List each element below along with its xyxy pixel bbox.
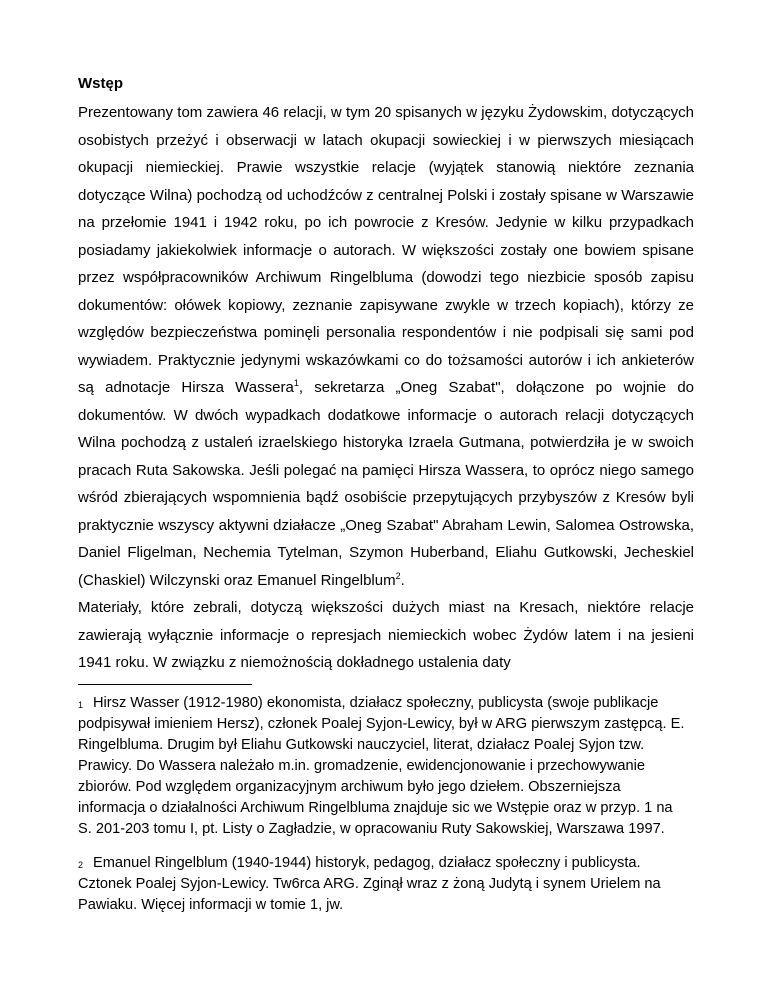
paragraph-intro — [78, 99, 694, 594]
footnote-2-mark: 2 — [78, 860, 84, 870]
paragraph-intro-text-c: . — [400, 571, 405, 589]
footnote-2 — [78, 853, 688, 916]
paragraph-materials: Materiały, które zebrali, dotyczą większości dużych miast na Kresach, niektóre relacje zawierają wyłącznie informacje o represjach niemieckich wobec Żydów latem i na jesieni 1941 roku. W związku z niemożnością dokładnego ustalenia daty — [78, 599, 694, 671]
footnote-1 — [78, 693, 688, 840]
footnote-separator — [78, 684, 252, 685]
paragraph-intro-text-b: , sekretarza „Oneg Szabat", dołączone po wojnie do dokumentów. W dwóch wypadkach dodatkowe informacje o autorach relacji dotyczących Wilna pochodzą z ustaleń izraelskiego historyka Izraela Gutmana, potwierdziła je w swoich pracach Ruta Sakowska. Jeśli polegać na pamięci Hirsza Wassera, to oprócz niego samego wśród zbierających wspomnienia bądź osobiście przepytujących przybyszów z Kresów byli praktycznie wszyscy aktywni działacze „Oneg Szabat" Abraham Lewin, Salomea Ostrowska, Daniel Fligelman, Nechemia Tytelman, Szymon Huberband, Eliahu Gutkowski, Jecheskiel (Chaskiel) Wilczynski oraz Emanuel Ringelblum — [78, 379, 695, 589]
footnote-1-text: Hirsz Wasser (1912-1980) ekonomista, działacz społeczny, publicysta (swoje publikacje podpisywał imieniem Hersz), członek Poalej Syjon-Lewicy, był w ARG pierwszym zastępcą. E. Ringelbluma. Drugim był Eliahu Gutkowski nauczyciel, literat, działacz Poalej Syjon tzw. Prawicy. Do Wassera należało m.in. gromadzenie, ewidencjonowanie i przechowywanie zbiorów. Pod względem organizacyjnym archiwum było jego dziełem. Obszerniejsza informacja o działalności Archiwum Ringelbluma znajduje sic we Wstępie oraz w przyp. 1 na S. 201-203 tomu I, pt. Listy o Zagładzie, w opracowaniu Ruty Sakowskiej, Warszawa 1997. — [78, 695, 685, 837]
footnote-2-text: Emanuel Ringelblum (1940-1944) historyk, pedagog, działacz społeczny i publicysta. Cztonek Poalej Syjon-Lewicy. Tw6rca ARG. Zginął wraz z żoną Judytą i synem Urielem na Pawiaku. Więcej informacji w tomie 1, jw. — [78, 855, 661, 913]
section-heading: Wstęp — [78, 75, 123, 92]
footnote-ref-1: 1 — [293, 378, 299, 388]
document-body — [78, 74, 694, 677]
footnote-ref-2: 2 — [395, 570, 401, 581]
footnotes — [78, 693, 688, 929]
paragraph-intro-text-a: Prezentowany tom zawiera 46 relacji, w tym 20 spisanych w języku Żydowskim, dotyczących osobistych przeżyć i obserwacji w latach okupacji sowieckiej i w pierwszych miesiącach okupacji niemieckiej. Prawie wszystkie relacje (wyjątek stanowią niektóre zeznania dotyczące Wilna) pochodzą od uchodźców z centralnej Polski i zostały spisane w Warszawie na przełomie 1941 i 1942 roku, po ich powrocie z Kresów. Jedynie w kilku przypadkach posiadamy jakiekolwiek informacje o autorach. W większości zostały one bowiem spisane przez współpracowników Archiwum Ringelbluma (dowodzi tego niezbicie sposób zapisu dokumentów: ołówek kopiowy, zeznanie zapisywane zwykle w trzech kopiach), którzy ze względów bezpieczeństwa pominęli personalia respondentów i nie podpisali się sami pod wywiadem. Praktycznie jedynymi wskazówkami co do tożsamości autorów i ich ankieterów są adnotacje Hirsza Wassera — [78, 104, 694, 396]
footnote-1-mark: 1 — [78, 700, 84, 710]
